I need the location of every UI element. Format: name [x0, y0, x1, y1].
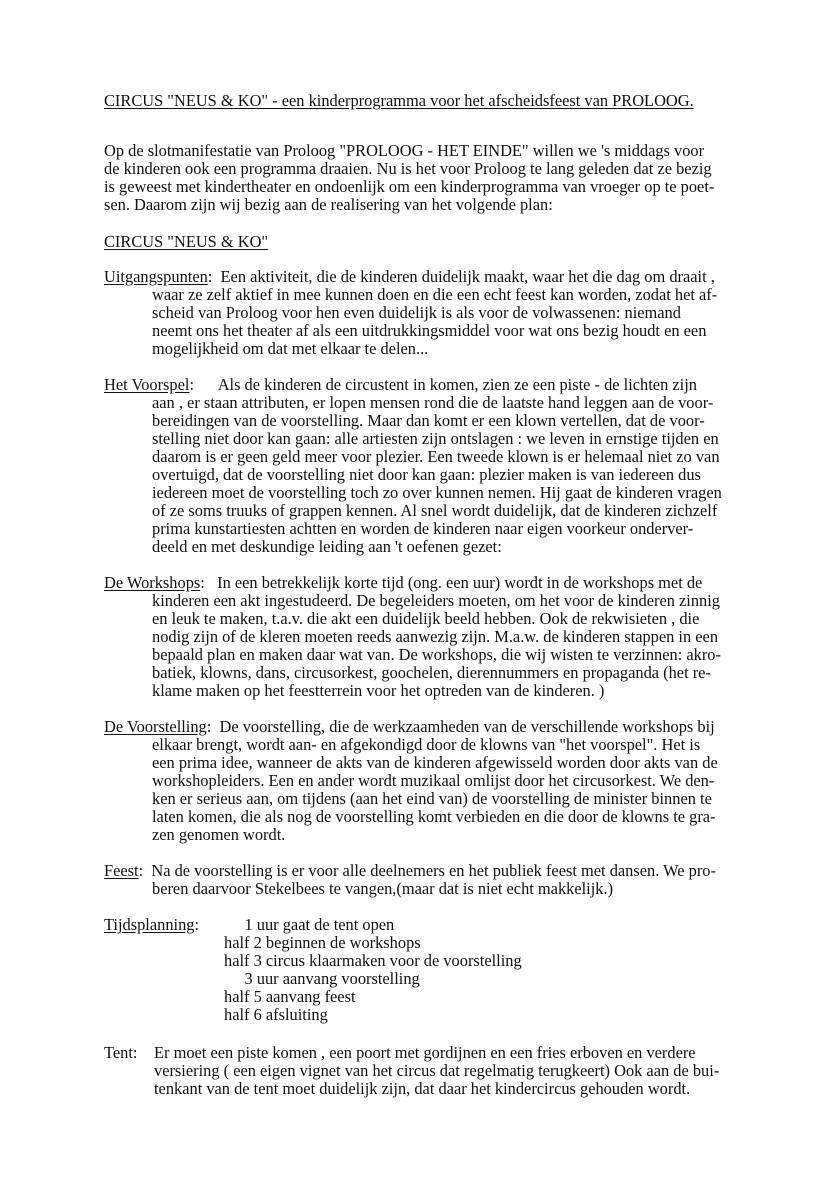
section-line: overtuigd, dat de voorstelling niet door kan gaan: plezier maken is van iedereen dus	[152, 465, 701, 484]
subtitle-text: CIRCUS "NEUS & KO"	[104, 232, 269, 251]
section-line: beren daarvoor Stekelbees te vangen,(maar dat is niet echt makkelijk.)	[152, 879, 614, 898]
section-line: iedereen moet de voorstelling toch zo over kunnen nemen. Hij gaat de kinderen vragen	[152, 483, 722, 502]
schedule-item: 3 uur aanvang voorstelling	[224, 969, 420, 988]
section-text: : In een betrekkelijk korte tijd (ong. een uur) wordt in de workshops met de	[200, 573, 703, 592]
heading-colon: :	[194, 915, 200, 934]
section-line: prima kunstartiesten achtten en worden de kinderen naar eigen voorkeur onderver-	[152, 519, 694, 538]
section-first-line	[104, 268, 715, 286]
section-line: Er moet een piste komen , een poort met gordijnen en een fries erboven en verdere	[154, 1043, 696, 1062]
section-first-line	[104, 574, 702, 592]
section-line: daarom is er geen geld meer voor plezier. Een tweede klown is er helemaal niet zo van	[152, 447, 720, 466]
section-line: klame maken op het feestterrein voor het optreden van de kinderen. )	[152, 681, 605, 700]
intro-line: de kinderen ook een programma draaien. Nu is het voor Proloog te lang geleden dat ze bezig	[104, 159, 712, 178]
section-line: nodig zijn of de kleren moeten reeds aanwezig zijn. M.a.w. de kinderen stappen in een	[152, 627, 719, 646]
schedule-item: half 6 afsluiting	[224, 1005, 328, 1024]
section-line: bepaald plan en maken daar wat van. De workshops, die wij wisten te verzinnen: akro-	[152, 645, 721, 664]
section-line: of ze soms truuks of grappen kennen. Al snel wordt duidelijk, dat de kinderen zichzelf	[152, 501, 718, 520]
section-text: : De voorstelling, die de werkzaamheden van de verschillende workshops bij	[206, 717, 715, 736]
section-line: batiek, klowns, dans, circusorkest, goochelen, dierennummers en propaganda (het re-	[152, 663, 711, 682]
section-heading: De Workshops	[104, 573, 201, 592]
section-heading: Tent:	[104, 1043, 138, 1062]
section-first-line	[104, 718, 715, 736]
section-line: waar ze zelf aktief in mee kunnen doen en die een echt feest kan worden, zodat het af-	[152, 285, 718, 304]
intro-line: sen. Daarom zijn wij bezig aan de realisering van het volgende plan:	[104, 195, 553, 214]
section-line: mogelijkheid om dat met elkaar te delen...	[152, 339, 429, 358]
section-first-line	[104, 862, 716, 880]
section-first-line	[104, 376, 697, 394]
section-heading: Uitgangspunten	[104, 267, 208, 286]
section-line: zen genomen wordt.	[152, 825, 286, 844]
section-line: ken er serieus aan, om tijdens (aan het eind van) de voorstelling de minister binnen te	[152, 789, 712, 808]
section-text: : Een aktiviteit, die de kinderen duidelijk maakt, waar het die dag om draait ,	[207, 267, 715, 286]
intro-line: Op de slotmanifestatie van Proloog "PROLOOG - HET EINDE" willen we 's middags voor	[104, 141, 705, 160]
section-line: aan , er staan attributen, er lopen mensen rond die de laatste hand leggen aan de voor-	[152, 393, 714, 412]
section-line: scheid van Proloog voor hen even duidelijk is als voor de volwassenen: niemand	[152, 303, 681, 322]
section-line: bereidingen van de voorstelling. Maar dan komt er een klown vertellen, dat de voor-	[152, 411, 705, 430]
section-text: : Als de kinderen de circustent in komen, zien ze een piste - de lichten zijn	[189, 375, 697, 394]
section-line: kinderen een akt ingestudeerd. De begeleiders moeten, om het voor de kinderen zinnig	[152, 591, 721, 610]
section-line: versiering ( een eigen vignet van het circus dat regelmatig terugkeert) Ook aan de bui-	[154, 1061, 720, 1080]
schedule-item: half 2 beginnen de workshops	[224, 933, 421, 952]
intro-line: is geweest met kindertheater en ondoenlijk om een kinderprogramma van vroeger op te poet-	[104, 177, 715, 196]
section-line: een prima idee, wanneer de akts van de kinderen afgewisseld worden door akts van de	[152, 753, 718, 772]
section-heading: De Voorstelling	[104, 717, 207, 736]
schedule-item: 1 uur gaat de tent open	[224, 915, 395, 934]
document-title: CIRCUS "NEUS & KO" - een kinderprogramma voor het afscheidsfeest van PROLOOG.	[104, 91, 694, 110]
section-heading: Tijdsplanning	[104, 915, 195, 934]
section-line: workshopleiders. Een en ander wordt muzikaal omlijst door het circusorkest. We den-	[152, 771, 715, 790]
subtitle	[104, 233, 268, 251]
section-line: tenkant van de tent moet duidelijk zijn, dat daar het kindercircus gehouden wordt.	[154, 1079, 691, 1098]
schedule-item: half 3 circus klaarmaken voor de voorstelling	[224, 951, 522, 970]
section-line: laten komen, die als nog de voorstelling komt verbieden en die door de klowns te gra-	[152, 807, 716, 826]
section-first-line	[104, 916, 199, 934]
section-line: neemt ons het theater af als een uitdrukkingsmiddel voor wat ons bezig houdt en een	[152, 321, 707, 340]
section-line: elkaar brengt, wordt aan- en afgekondigd door de klowns van "het voorspel". Het is	[152, 735, 701, 754]
schedule-item: half 5 aanvang feest	[224, 987, 356, 1006]
section-heading: Het Voorspel	[104, 375, 190, 394]
section-heading: Feest	[104, 861, 139, 880]
section-line: en leuk te maken, t.a.v. die akt een duidelijk beeld hebben. Ook de rekwisieten , die	[152, 609, 700, 628]
section-text: : Na de voorstelling is er voor alle deelnemers en het publiek feest met dansen. We pro-	[138, 861, 716, 880]
section-line: stelling niet door kan gaan: alle artiesten zijn ontslagen : we leven in ernstige tijden en	[152, 429, 719, 448]
section-line: deeld en met deskundige leiding aan 't oefenen gezet:	[152, 537, 502, 556]
